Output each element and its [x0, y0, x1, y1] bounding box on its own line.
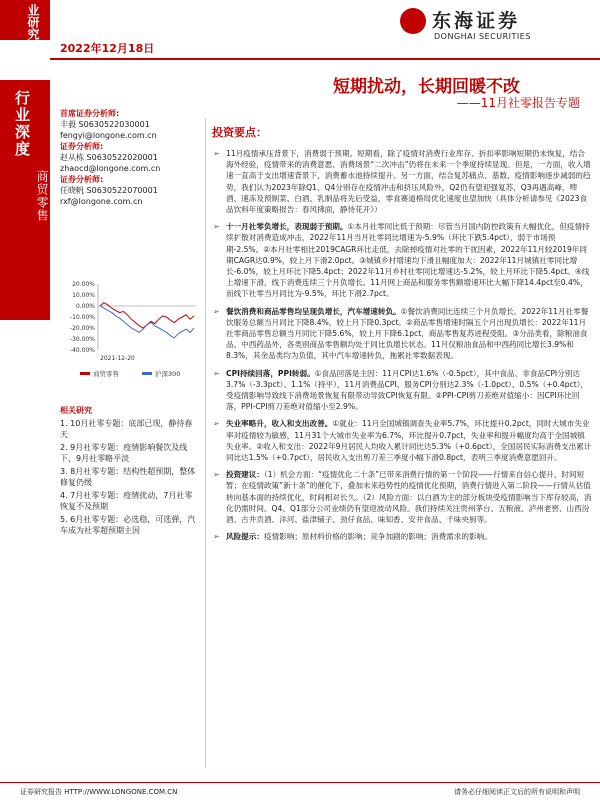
paragraph-lead: 风险提示：: [226, 532, 264, 542]
performance-chart-svg: [60, 280, 200, 385]
column-divider: [205, 118, 206, 768]
paragraph-text: ①就业：11月全国城镇调查失业率5.7%，环比提升0.2pct，同时大城市失业率对疫情较为敏感，11月31个大城市失业率为6.7%，环比提升0.7pct，失业率和提升幅度均高于全国城镇失业率。②收入和支出：2022年9月居民人均收入累计同比达5.3%（+0.6pct），全国居民实际消费支出累计同比达1.5%（+0.7pct），居民收入支出剪刀差三季度小幅下滑0.8pct，表明三季度消费意愿回升。: [226, 419, 592, 463]
arrow-bullet-icon: ➢: [213, 368, 220, 378]
body-paragraph: [210, 306, 592, 362]
body-paragraph: [210, 469, 592, 525]
report-type-tag: 行业深度: [13, 90, 31, 158]
paragraph-text: ①餐饮消费同比连续三个月负增长。2022年11月社零餐饮服务总额当月同比下降8.4%，较上月下降0.3pct。②商品零售增速时隔五个月出现负增长：2022年11月社零商品零售总额当月同比下降5.6%，较上月下降6.1pct，商品零售复苏进程受阻。③分品类看，除粮油食品、中西药品外，各类别商品零售额均处于同比负增长状态。11月仅粮油食品和中西药同比增长3.9%和8.3%，其余品类均为负值，其中汽车增速转负，拖累社零数据表现。: [226, 306, 589, 361]
paragraph-lead: CPI持续回落，PPI转弱。: [226, 368, 315, 378]
arrow-bullet-icon: ➢: [213, 222, 220, 232]
related-item[interactable]: 1. 10月社零专题：底部已现，静待春天: [60, 419, 193, 439]
series-line-1: [100, 306, 194, 338]
body-paragraph: [210, 368, 592, 413]
legend-swatch: [142, 372, 152, 375]
related-item[interactable]: 5. 6月社零专题：必选稳，可选弹，汽车成为社零超预期主因: [60, 515, 196, 535]
legend-swatch: [80, 372, 90, 375]
arrow-bullet-icon: ➢: [213, 419, 220, 429]
paragraph-lead: 投资建议：: [226, 470, 264, 480]
x-tick-label: 2021-12-20: [100, 355, 135, 362]
arrow-bullet-icon: ➢: [213, 532, 220, 542]
body-paragraph: [210, 221, 592, 299]
arrow-bullet-icon: ➢: [213, 470, 220, 480]
legend-label: 商贸零售: [93, 370, 119, 378]
performance-chart: [60, 280, 200, 385]
header-divider: [50, 58, 600, 60]
analyst-role: 证券分析师:: [60, 175, 104, 184]
industry-tag: 商贸零售: [35, 170, 49, 222]
logo-mark-icon: [400, 8, 426, 34]
related-research: [60, 405, 200, 538]
analyst-role: 证券分析师:: [60, 142, 104, 151]
related-item[interactable]: 4. 7月社零专题：疫情扰动，7月社零恢复不及预期: [60, 491, 193, 511]
report-title: 短期扰动，长期回暖不改: [333, 77, 520, 97]
paragraph-lead: 失业率略升，收入和支出改善。: [226, 419, 333, 429]
analyst-email: fengyi@longone.com.cn: [60, 131, 157, 140]
analyst-list: [60, 108, 200, 207]
arrow-bullet-icon: ➢: [213, 149, 220, 158]
side-top-tab: [0, 0, 50, 40]
footer-disclaimer: 请务必仔细阅读正文后的所有说明和声明: [454, 788, 580, 796]
report-body: [210, 148, 592, 549]
footer-divider: [0, 782, 600, 783]
legend-label: 沪深300: [155, 370, 181, 378]
company-logo: [400, 4, 590, 44]
paragraph-text: 11月疫情承压背景下，消费弱于预期。短期看，除了疫情对消费行业库存、折扣率影响短期仍未恢复，结合海外经验，疫情带来的消费意愿、消费场景“二次冲击”仍将在未来一个季度持续显现。但是，一方面，收入增速一直高于支出增速背景下，消费蓄水池持续提升。另一方面，结合复苏痛点、基数、疫情影响逐步减弱的趋势，我们认为2023年除Q1、Q4分别存在疫情冲击和挤压风险外，Q2仍有望迎强复苏，Q3再遇高峰，啤酒、速冻及预制菜、白酒、乳制品将先后受益，零食赛道格局优化速度也望加快（具体分析请参见《2023食品饮料年度策略报告：春风拂面，静待花开》）: [226, 149, 591, 215]
y-tick-label: -40.00%: [69, 347, 95, 354]
paragraph-text: （1）机会方面：“疫情优化二十条”已带来消费行情的第一个阶段——行情来自信心提升，时间短暂；在疫情政策“新十条”的催化下，叠加未来趋势性的疫情优化预期，消费行情进入第二阶段——行情从估值转向基本面的持续优化，时间相对长久。（2）风险方面：以白酒为主的部分板块受疫情影响当下库存较高，消化仍需时间。Q4、Q1部分公司业绩仍有望迎波动风险。我们持续关注贵州茅台、五粮液、泸州老窖、山西汾酒、古井贡酒、洋河、盐津铺子、劲仔食品、味知香、安井食品、千味央厨等。: [226, 470, 592, 525]
y-tick-label: -20.00%: [69, 325, 95, 332]
side-category-tab: [0, 80, 50, 320]
y-tick-label: 20.00%: [72, 281, 95, 288]
side-top-tag: 业研究: [26, 4, 40, 40]
analyst-email: rxf@longone.com.cn: [60, 197, 143, 206]
paragraph-text: ①本月社零同比低于预期：尽管当月国内防控政策有大幅优化，但疫情持续扩散对消费造成冲击，2022年11月当月社零同比增速为-5.9%（环比下跌5.4pct），弱于市场预期-2.5%。②本月社零相比2019CAGR环比走低，去除掉疫情对社零的干扰因素，2022年11月较2019年同期CAGR达0.9%，较上月下滑2.0pct。③城镇乡村增速均下滑且幅度加大：2022年11月城镇社零同比增长-6.0%，较上月环比下降5.4pct；2022年11月乡村社零同比增速达-5.2%，较上月环比下降5.4pct。④线上增速下滑，线下消费连续三个月负增长。11月网上商品和服务零售额增速环比大幅下降14.4pct至0.4%，而线下社零当月同比为-9.5%，环比下滑2.7pct。: [226, 222, 590, 299]
y-tick-label: 0.00%: [75, 303, 95, 310]
report-date: 2022年12月18日: [60, 42, 155, 55]
y-tick-label: -10.00%: [69, 314, 95, 321]
related-item[interactable]: 2. 9月社零专题：疫情影响餐饮及线下，9月社零略平淡: [60, 443, 188, 463]
body-paragraph: [210, 531, 592, 542]
paragraph-text: 疫情影响；原材料价格的影响；竞争加剧的影响；消费需求的影响。: [263, 532, 492, 542]
body-paragraph: [210, 148, 592, 215]
analyst-name: 任晓帆 S0630522070001: [60, 186, 158, 195]
body-paragraph: [210, 418, 592, 463]
footer-website[interactable]: 证券研究报告 HTTP://WWW.LONGONE.COM.CN: [20, 788, 178, 796]
paragraph-lead: 餐饮消费和商品零售均呈现负增长，汽车增速转负。: [226, 306, 401, 316]
logo-en: DONGHAI SECURITIES: [434, 32, 531, 41]
analyst-role: 首席证券分析师:: [60, 109, 120, 118]
analyst-name: 丰毅 S0630522030001: [60, 120, 150, 129]
investment-points-header: 投资要点：: [212, 126, 267, 139]
related-item[interactable]: 3. 8月社零专题：结构性超预期，整体修复仍缓: [60, 467, 196, 487]
related-research-header: 相关研究: [60, 406, 92, 415]
logo-cn: 东海证券: [432, 10, 521, 32]
y-tick-label: 10.00%: [72, 292, 95, 299]
report-subtitle: ——11月社零报告专题: [456, 96, 580, 110]
arrow-bullet-icon: ➢: [213, 306, 220, 316]
analyst-name: 赵从栋 S0630522020001: [60, 153, 158, 162]
paragraph-text: ①食品回落是主因：11月CPI达1.6%（-0.5pct），其中食品、非食品CPI分别达3.7%（-3.3pct）、1.1%（持平），11月消费品CPI、服务CPI分别达2.3%（-1.0pct）、0.5%（+0.4pct），受疫情影响导致线下消费场景恢复有限带动导致CPI恢复有限。②PPI-CPI剪刀差绝对值缩小：因CPI环比回落，PPI-CPI剪刀差绝对值缩小至2.9%。: [226, 368, 589, 412]
analyst-email: zhaocd@longone.com.cn: [60, 164, 161, 173]
paragraph-lead: 十一月社零负增长，表现弱于预期。: [226, 222, 348, 232]
y-tick-label: -30.00%: [69, 336, 95, 343]
